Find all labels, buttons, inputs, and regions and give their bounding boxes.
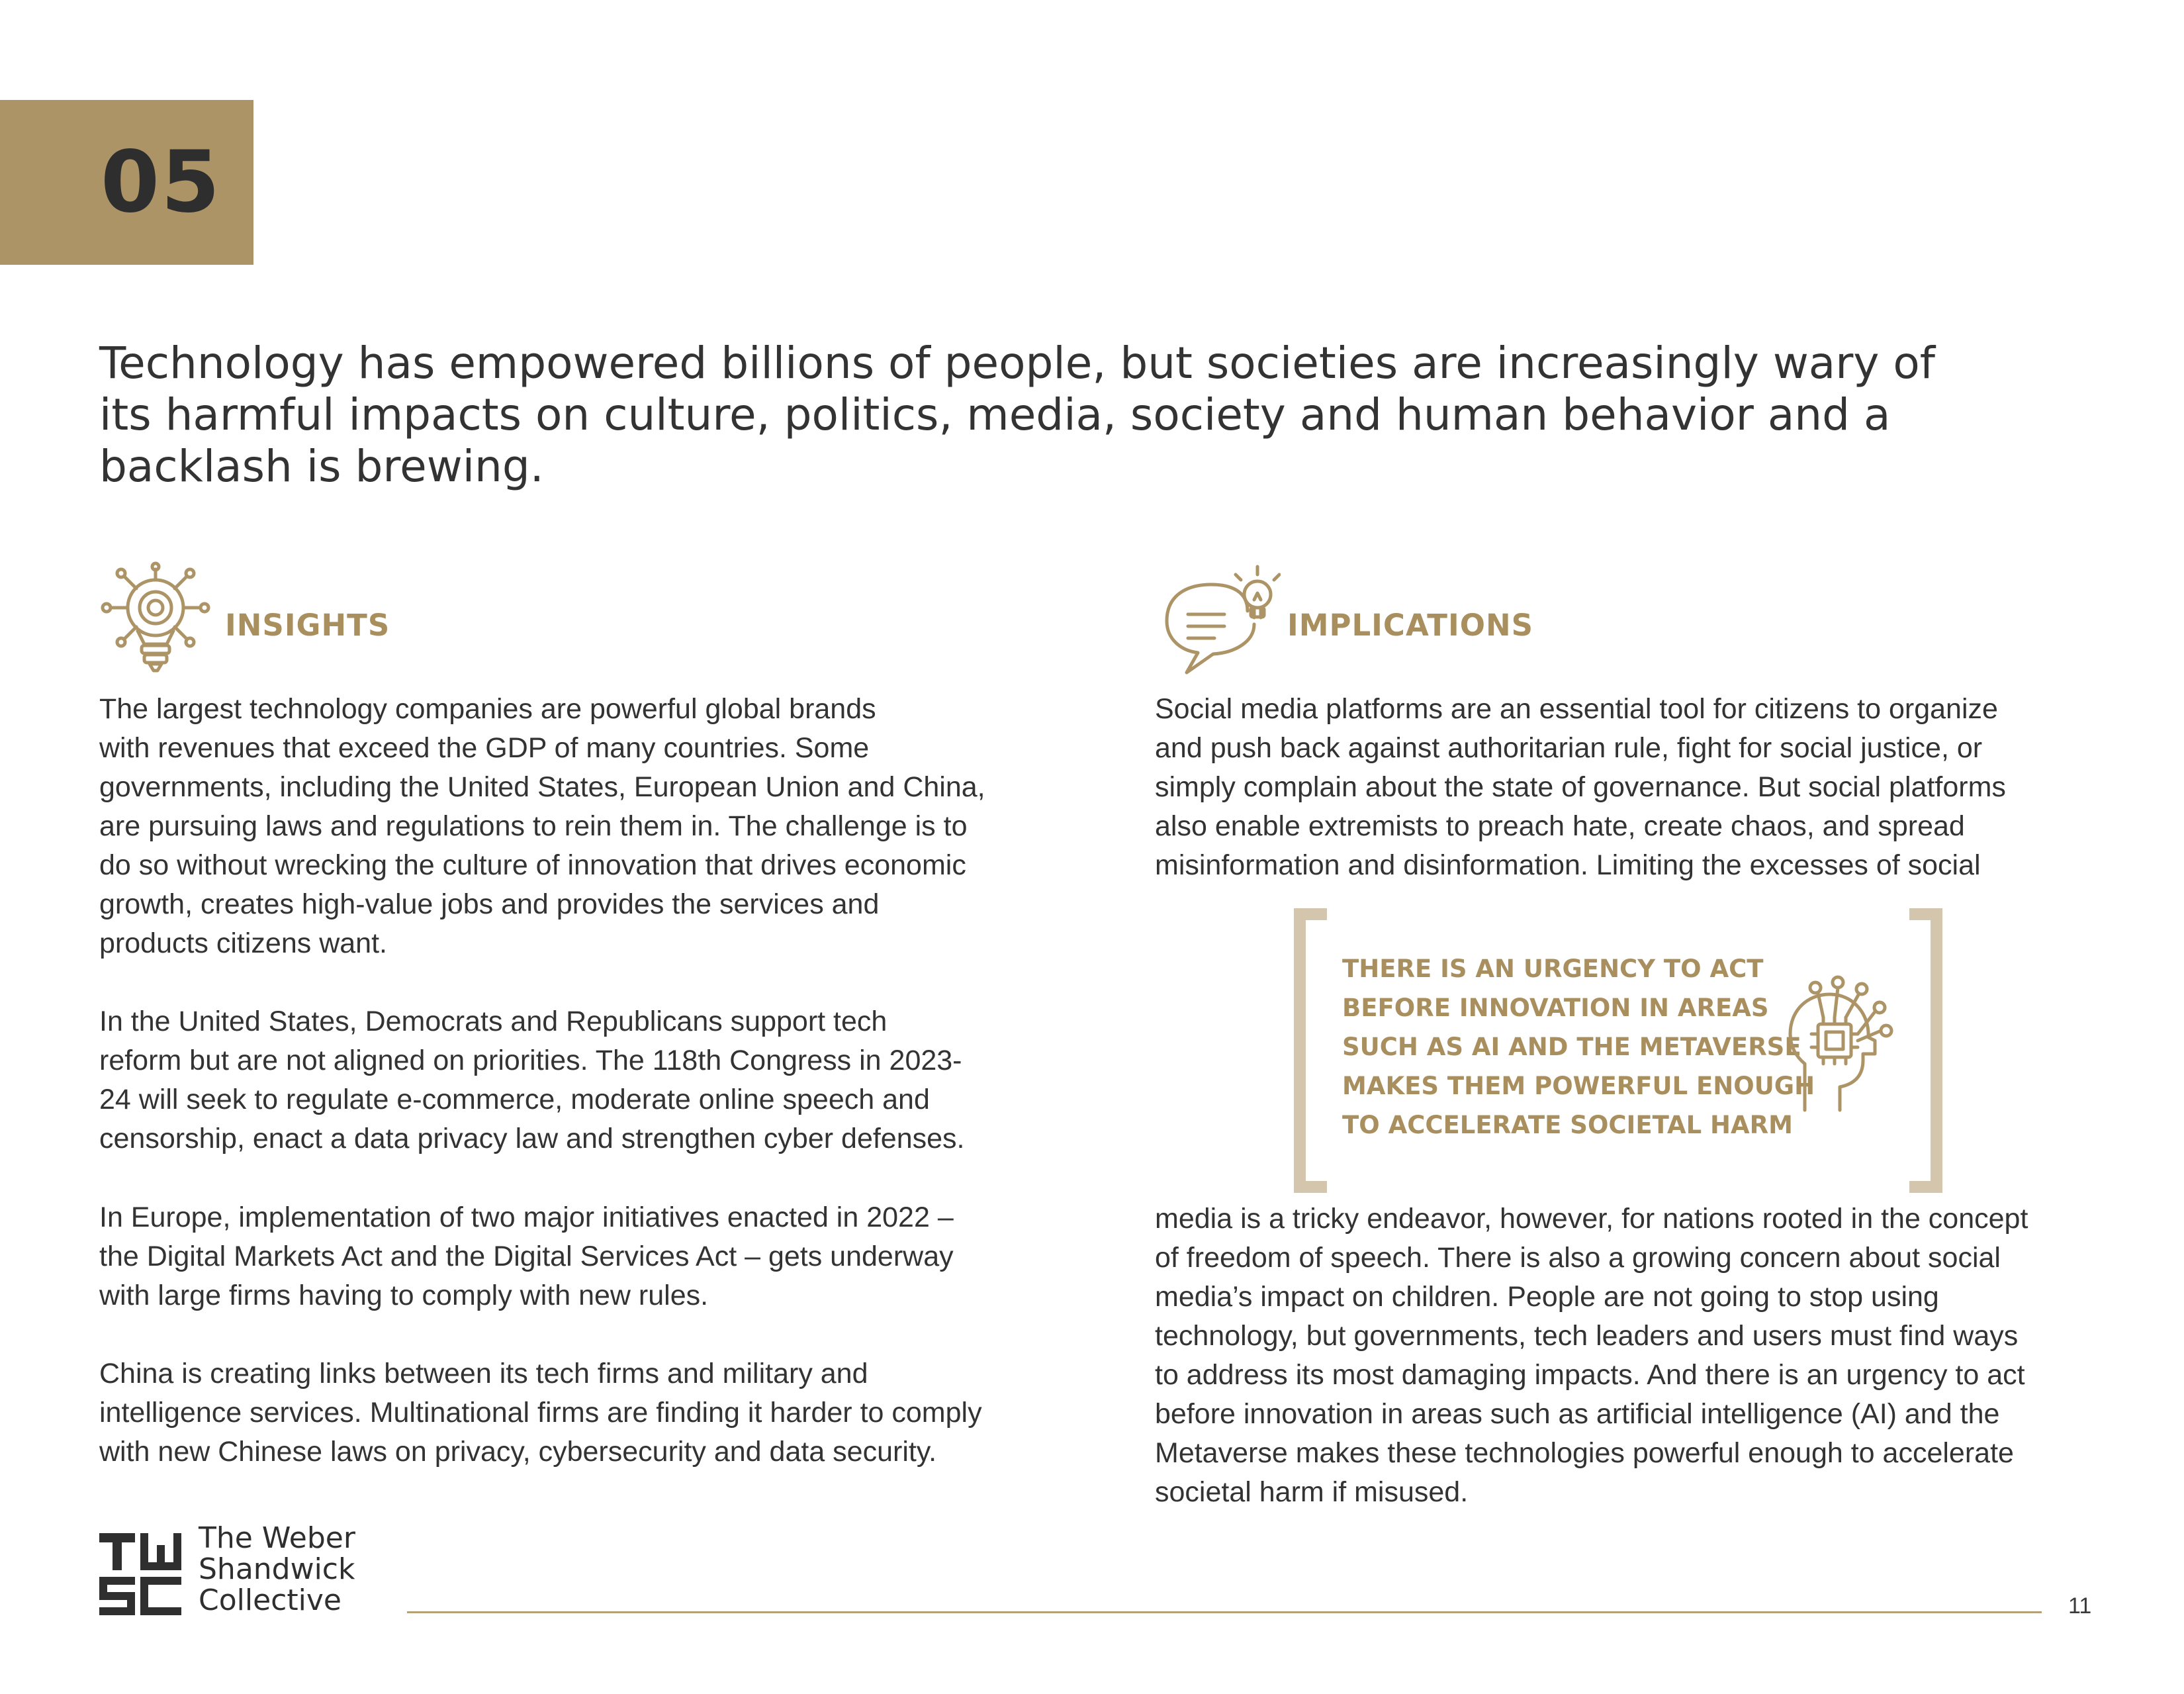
left-bracket bbox=[1294, 908, 1334, 1193]
page-number: 11 bbox=[2068, 1593, 2092, 1619]
pull-quote-text: THERE IS AN URGENCY TO ACT BEFORE INNOVATION IN AREAS SUCH AS AI AND THE METAVERSE MAKES THEM POWERFUL ENOUGH TO ACCELERATE SOCIETAL HARM bbox=[1342, 955, 1815, 1139]
insights-paragraph-3: In Europe, implementation of two major initiatives enacted in 2022 – the Digital Markets Act and the Digital Services Act – gets underway with large firms having to comply with new rules. bbox=[99, 1201, 954, 1311]
lightbulb-gear-icon bbox=[98, 561, 214, 674]
footer-rule bbox=[407, 1611, 2042, 1613]
implications-paragraph-top: Social media platforms are an essential tool for citizens to organize and push back against authoritarian rule, fight for social justice, or simply complain about the state of governance. But social platforms also enable extremists to preach hate, create chaos, and spread misinformation and disinformation. Limiting the excesses of social bbox=[1155, 693, 2006, 881]
section-number: 05 bbox=[101, 132, 222, 232]
right-bracket bbox=[1903, 908, 1942, 1193]
page-headline: Technology has empowered billions of people, but societies are increasingly wary of its harmful impacts on culture, politics, media, society and human behavior and a backlash is brewing. bbox=[99, 338, 1936, 492]
pull-quote bbox=[1294, 908, 1942, 1193]
section-number-badge bbox=[0, 100, 253, 265]
insights-paragraph-2: In the United States, Democrats and Republicans support tech reform but are not aligned on priorities. The 118th Congress in 2023- 24 will seek to regulate e-commerce, moderate online speech and censorship, enact a data privacy law and strengthen cyber defenses. bbox=[99, 1006, 965, 1154]
insights-paragraph-4: China is creating links between its tech firms and military and intelligence services. Multinational firms are finding it harder to comply with new Chinese laws on privacy, cybersecurity and data security. bbox=[99, 1358, 982, 1468]
insights-paragraph-1: The largest technology companies are powerful global brands with revenues that exceed the GDP of many countries. Some governments, including the United States, European Union and China, are pursuing laws and regulations to rein them in. The challenge is to do so without wrecking the culture of innovation that drives economic growth, creates high-value jobs and provides the services and products citizens want. bbox=[99, 693, 985, 959]
logo-wordmark: The Weber Shandwick Collective bbox=[199, 1521, 355, 1617]
twsc-logo-mark bbox=[99, 1533, 181, 1615]
ai-head-icon bbox=[1777, 974, 1896, 1113]
insights-title: INSIGHTS bbox=[225, 608, 390, 643]
implications-title: IMPLICATIONS bbox=[1287, 608, 1534, 643]
implications-paragraph-bottom: media is a tricky endeavor, however, for nations rooted in the concept of freedom of speech. There is also a growing concern about social media’s impact on children. People are not going to stop using technology, but governments, tech leaders and users must find ways to address its most damaging impacts. And there is an urgency to act before innovation in areas such as artificial intelligence (AI) and the Metaverse makes these technologies powerful enough to accelerate societal harm if misused. bbox=[1155, 1203, 2028, 1508]
speech-bubble-lightbulb-icon bbox=[1161, 561, 1281, 677]
